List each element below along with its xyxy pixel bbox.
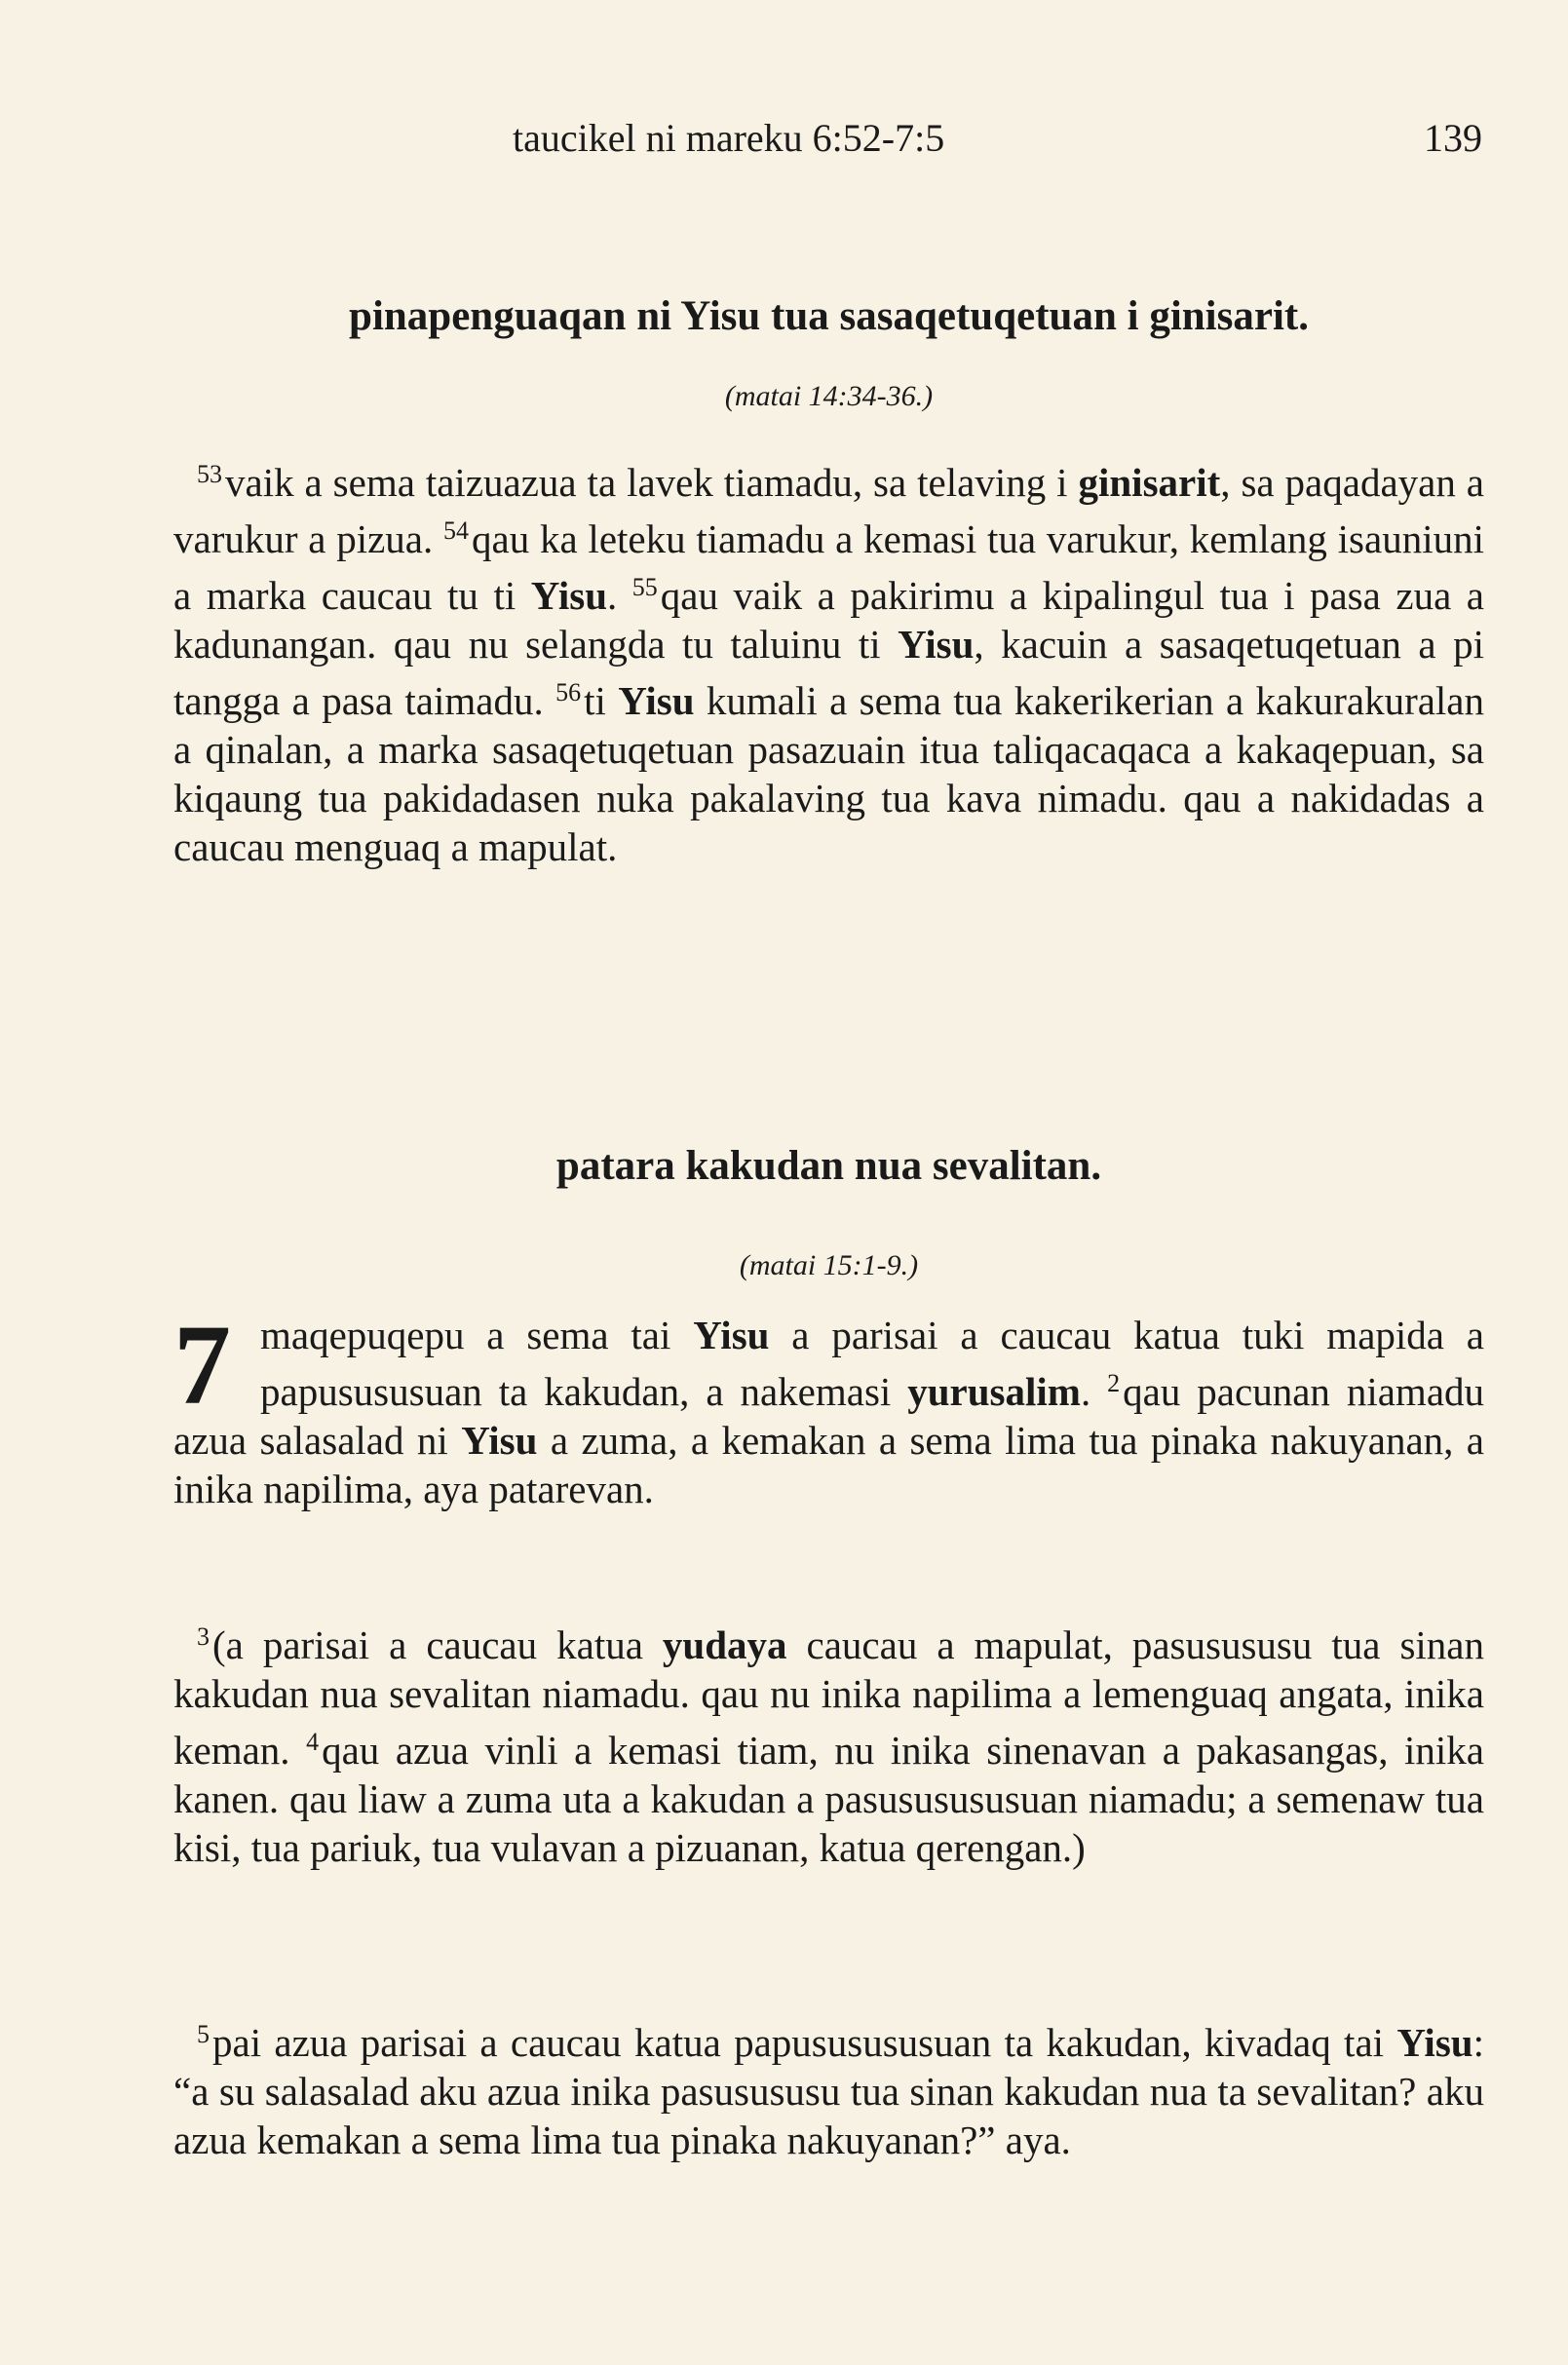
text-run: qau ka leteku tiamadu a kemasi tua varukur, kemlang isauniuni a marka caucau tu ti bbox=[173, 516, 1484, 618]
text-run: (a parisai a caucau katua bbox=[212, 1622, 663, 1667]
text-run: vaik a sema taizuazua ta lavek tiamadu, sa telaving i bbox=[225, 460, 1079, 505]
paragraph bbox=[173, 2010, 1484, 2164]
paragraph bbox=[173, 450, 1484, 871]
chapter-opening-paragraph bbox=[173, 1301, 1485, 1513]
verse-number: 54 bbox=[443, 516, 470, 545]
verse-number: 55 bbox=[631, 573, 658, 601]
page-header bbox=[173, 115, 1482, 173]
section-heading: pinapenguaqan ni Yisu tua sasaqetuqetuan i ginisarit. bbox=[349, 293, 1309, 339]
bold-term: Yisu bbox=[693, 1313, 770, 1357]
verse-number: 4 bbox=[306, 1728, 320, 1756]
verse-number: 3 bbox=[197, 1622, 210, 1651]
text-run: kumali a sema tua kakerikerian a kakurakuralan a qinalan, a marka sasaqetuqetuan pasazuain itua taliqacaqaca a kakaqepuan, sa kiqaung tua pakidadasen nuka pakalaving tua kava nimadu. qau a nakidadas a caucau menguaq a mapulat. bbox=[173, 678, 1485, 869]
bold-term: Yisu bbox=[461, 1418, 538, 1463]
chapter-number: 7 bbox=[173, 1301, 231, 1429]
verse-number: 5 bbox=[197, 2020, 210, 2048]
section-reference: (matai 15:1-9.) bbox=[739, 1249, 919, 1281]
chapter-paragraph-block bbox=[173, 1301, 1485, 1513]
text-run: ti bbox=[584, 678, 619, 723]
text-run: qau vaik a pakirimu a kipalingul tua i pasa zua a kadunangan. qau nu selangda tu taluinu ti bbox=[173, 573, 1484, 667]
text-run: , sa paqadayan a varukur a pizua. bbox=[173, 460, 1484, 561]
paragraph bbox=[173, 1613, 1484, 1872]
bold-term: Yisu bbox=[618, 678, 695, 723]
verse-number: 53 bbox=[197, 460, 222, 488]
paragraph-block bbox=[173, 450, 1484, 871]
text-run: , kacuin a sasaqetuqetuan a pi tangga a pasa taimadu. bbox=[173, 622, 1484, 723]
bold-term: Yisu bbox=[1396, 2020, 1473, 2065]
paragraph-block bbox=[173, 2010, 1484, 2164]
section-heading-block bbox=[173, 1142, 1484, 1190]
bold-term: Yisu bbox=[530, 573, 608, 618]
section-reference: (matai 14:34-36.) bbox=[724, 380, 934, 412]
text-run: a zuma, a kemakan a sema lima tua pinaka nakuyanan, a inika napilima, aya patarevan. bbox=[173, 1418, 1485, 1511]
text-run: . bbox=[607, 573, 632, 618]
text-run: : “a su salasalad aku azua inika pasusususu tua sinan kakudan nua ta sevalitan? aku azua kemakan a sema lima tua pinaka nakuyanan?” aya. bbox=[173, 2020, 1484, 2162]
text-run: . bbox=[1080, 1369, 1108, 1414]
page-number: 139 bbox=[1424, 116, 1482, 160]
text-run: a parisai a caucau katua tuki mapida a papusususuan ta kakudan, a nakemasi bbox=[260, 1313, 1485, 1414]
section-reference-block bbox=[173, 380, 1484, 413]
paragraph-block bbox=[173, 1613, 1484, 1872]
section-reference-block bbox=[173, 1249, 1484, 1282]
text-run: pai azua parisai a caucau katua papususususuan ta kakudan, kivadaq tai bbox=[212, 2020, 1397, 2065]
bold-term: yudaya bbox=[662, 1622, 787, 1667]
bold-term: yurusalim bbox=[907, 1369, 1081, 1414]
text-run: caucau a mapulat, pasusususu tua sinan kakudan nua sevalitan niamadu. qau nu inika napilima a lemenguaq angata, inika keman. bbox=[173, 1622, 1484, 1773]
text-run: qau pacunan niamadu azua salasalad ni bbox=[173, 1369, 1485, 1463]
verse-number: 56 bbox=[555, 678, 582, 706]
bold-term: ginisarit bbox=[1078, 460, 1221, 505]
verse-number: 2 bbox=[1107, 1369, 1121, 1397]
text-run: maqepuqepu a sema tai bbox=[260, 1313, 694, 1357]
bold-term: Yisu bbox=[898, 622, 975, 667]
section-heading-block bbox=[173, 292, 1484, 340]
running-title: taucikel ni mareku 6:52-7:5 bbox=[513, 116, 945, 160]
text-run: qau azua vinli a kemasi tiam, nu inika sinenavan a pakasangas, inika kanen. qau liaw a zuma uta a kakudan a pasususususuan niamadu; a semenaw tua kisi, tua pariuk, tua vulavan a pizuanan, katua qerengan.) bbox=[173, 1728, 1484, 1870]
section-heading: patara kakudan nua sevalitan. bbox=[555, 1143, 1102, 1189]
